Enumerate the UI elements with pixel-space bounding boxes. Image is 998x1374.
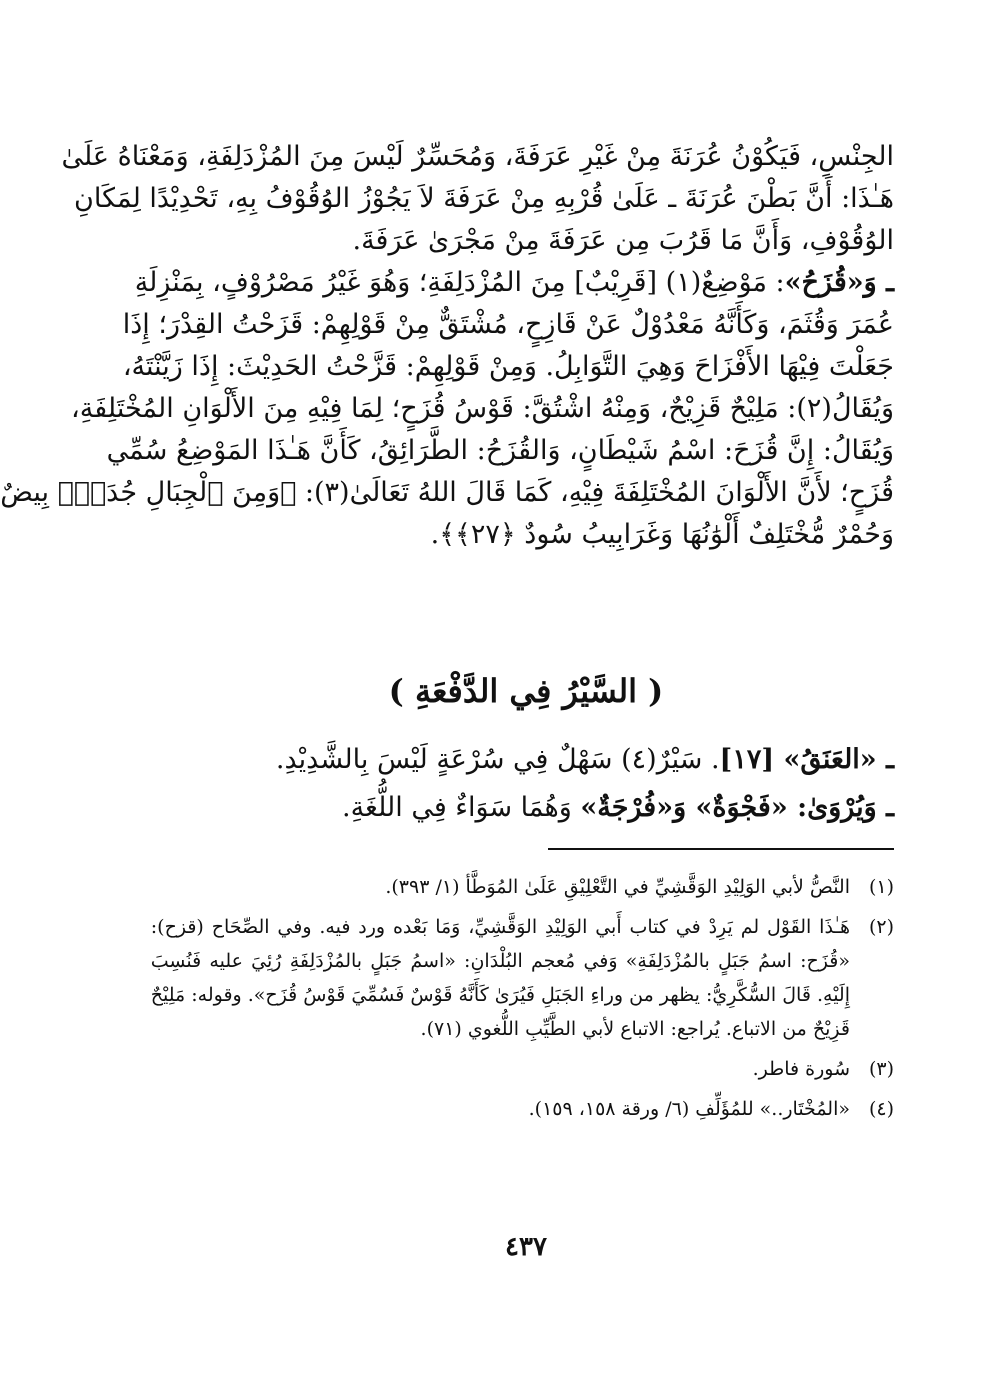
footnote-line: «قُزَح: اسمُ جَبَلٍ بالمُزْدَلِفَةِ» وَفي مُعجم البُلْدَانِ: «اسمُ جَبَلٍ بالمُزْدَلِفَةِ رُئِيَ عليه فَنُسِبَ (150, 950, 850, 972)
footnote-number: (٤) (868, 1098, 894, 1120)
page-number: ٤٣٧ (505, 1232, 547, 1262)
text-line: عُمَرَ وَقُثَمَ، وَكَأَنَّهُ مَعْدُوْلٌ عَنْ قَازِحٍ، مُشْتَقٌّ مِنْ قَوْلِهِمْ: قَزَحْتُ القِدْرَ؛ إِذَا (122, 309, 894, 340)
entries (154, 738, 894, 834)
footnote-line: إِلَيْهِ. قَالَ السُّكَّرِيُّ: يظهر من وراءِ الجَبَلِ فَيُرَىٰ كَأَنَّهُ قَوْسٌ فَسُمِّيَ قَوْسُ قُزَح». وقوله: مَلِيْحٌ (150, 984, 850, 1006)
footnote-line: النَّصُّ لأبي الوَلِيْدِ الوَقَّشِيِّ في التَّعْلِيْقِ عَلَىٰ المُوَطَّأ (١/ ٣٩٣). (385, 876, 850, 898)
footnotes (150, 870, 894, 1132)
footnote-line: «المُخْتَار..» للمُؤَلِّفِ (٦/ ورقة ١٥٨، ١٥٩). (528, 1098, 850, 1120)
text-line: وَيُقَالُ: إِنَّ قُزَحَ: اسْمُ شَيْطَانٍ، وَالقُزَحُ: الطَّرَائِقُ، كَأَنَّ هَـٰذَا المَوْضِعُ سُمِّي (106, 435, 894, 466)
footnote-line: قَزِيْحٌ من الاتباع. يُراجع: الاتباع لأبي الطَّيِّبِ اللُّغوي (٧١). (420, 1018, 850, 1040)
footnote-body (151, 910, 850, 1046)
entry-keyword-quzah: ـ وَ«قُزَحُ» (784, 267, 894, 298)
text-line (134, 264, 894, 306)
footnote-body (154, 1052, 850, 1086)
footnote-number: (٣) (868, 1058, 894, 1080)
footnote-body (154, 1092, 850, 1126)
footnote-line: هَـٰذَا القَوْل لم يَرِدْ في كتاب أَبي الوَلِيْدِ الوَقَّشِيِّ، وَمَا بَعْده ورد فيه. وفي الصِّحَاح (قزح): (150, 916, 851, 938)
footnote-body (154, 870, 850, 904)
footnote (154, 870, 894, 904)
footnote-separator (548, 848, 894, 850)
text-line: الوُقُوْفِ، وَأَنَّ مَا قَرُبَ مِن عَرَفَةَ مِنْ مَجْرَىٰ عَرَفَةَ. (352, 225, 894, 256)
footnote-line: سُورة فاطر. (752, 1058, 850, 1080)
text-line: وَيُقَالُ(٢): مَلِيْحٌ قَزِيْحٌ، وَمِنْهُ اشْتُقَّ: قَوْسُ قُزَحٍ؛ لِمَا فِيْهِ مِنَ الأَلْوَانِ المُخْتَلِفَةِ، (71, 393, 894, 424)
footnote (154, 1092, 894, 1126)
footnote-number: (٢) (868, 916, 894, 938)
text-line: قُزَحٍ؛ لأَنَّ الأَلْوَانَ المُخْتَلِفَةَ فِيْهِ، كَمَا قَالَ اللهُ تَعَالَىٰ(٣): ﴿وَمِنَ ٱلْجِبَالِ جُدَدٌۢ بِيضٌ (0, 477, 894, 508)
entry-keyword: ـ «العَنَقُ» [١٧] (719, 744, 894, 775)
entry-keyword: ـ وَيُرْوَىٰ: «فَجْوَةٌ» وَ«فُرْجَةٌ» (580, 792, 894, 823)
text-line: هَـٰذَا: أَنَّ بَطْنَ عُرَنَةَ ـ عَلَىٰ قُرْبِهِ مِنْ عَرَفَةَ لاَ يَجُوْزُ الوُقُوْفُ بِهِ، تَحْدِيْدًا لِمَكَانِ (74, 183, 894, 214)
entry-anaq (154, 738, 894, 786)
footnote-number: (١) (868, 876, 894, 898)
text-run: : مَوْضِعٌ(١) [قَرِيْبٌ] مِنَ المُزْدَلِفَةِ؛ وَهُوَ غَيْرُ مَصْرُوْفٍ، بِمَنْزِلَةِ (134, 267, 785, 298)
entry-text: . سَيْرٌ(٤) سَهْلٌ فِي سُرْعَةٍ لَيْسَ بِالشَّدِيْدِ. (275, 744, 720, 775)
quran-verse-line: وَحُمْرٌ مُّخْتَلِفٌ أَلْوَٰنُهَا وَغَرَابِيبُ سُودٌ ﴿٢٧﴾﴾. (430, 519, 894, 550)
entry-text: وَهُمَا سَوَاءٌ فِي اللُّغَةِ. (341, 792, 581, 823)
entry-fajwa (154, 786, 894, 834)
text-line: الجِنْسِ، فَيَكُوْنُ عُرَنَةَ مِنْ غَيْرِ عَرَفَةَ، وَمُحَسِّرٌ لَيْسَ مِنَ المُزْدَلِفَةِ، وَمَعْنَاهُ عَلَىٰ (61, 141, 894, 172)
footnote (150, 910, 894, 1046)
footnote (154, 1052, 894, 1086)
section-heading: ( السَّيْرُ فِي الدَّفْعَةِ ) (388, 672, 664, 710)
main-text (0, 138, 894, 558)
text-line: جَعَلْتَ فِيْهَا الأَفْزَاحَ وَهِيَ التَّوَابِلُ. وَمِنْ قَوْلِهِمْ: قَزَّحْتُ الحَدِيْثَ: إِذَا زَيَّنْتَهُ، (122, 351, 894, 382)
